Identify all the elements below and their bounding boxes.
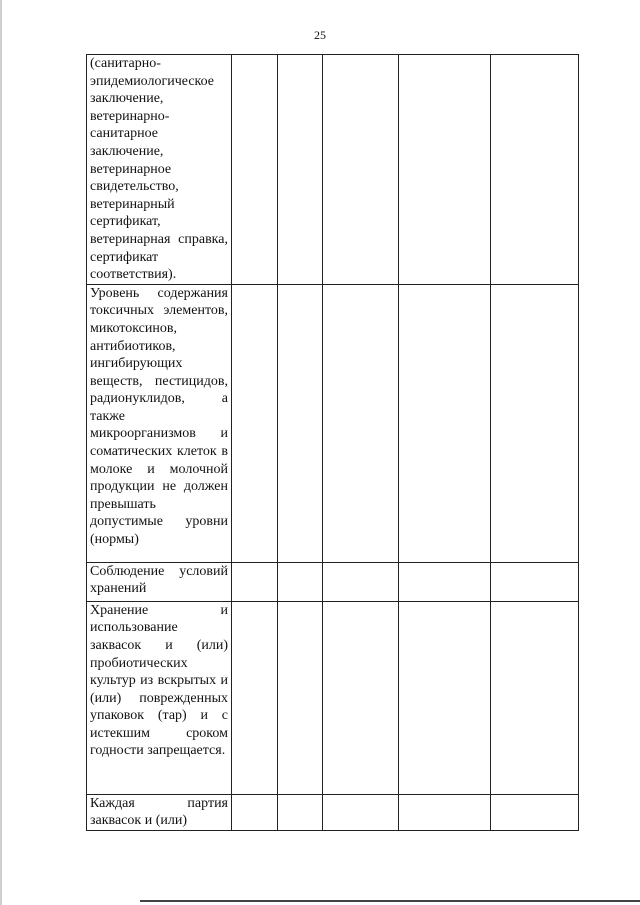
empty-cell [232,284,278,562]
table-row [87,55,579,285]
empty-cell [232,55,278,285]
empty-cell [278,55,323,285]
scan-edge-left [0,0,2,905]
requirement-cell [87,601,232,794]
requirement-text: Каждая партия заквасок и (или) [90,795,228,829]
empty-cell [491,794,579,830]
empty-cell [323,601,399,794]
table-row [87,794,579,830]
page-number: 25 [314,28,326,42]
empty-cell [399,794,491,830]
empty-cell [399,562,491,601]
scan-edge-bottom [140,900,640,902]
requirement-text: Хранение и использование заквасок и (или) пробиотических культур из вскрытых и (или) поврежденных упаковок (тар) и с истекшим сроком годности запрещается. [90,602,228,759]
empty-cell [399,601,491,794]
table-row [87,562,579,601]
empty-cell [399,284,491,562]
empty-cell [232,601,278,794]
empty-cell [278,284,323,562]
requirement-text: Соблюдение условий хранений [90,563,228,597]
empty-cell [278,562,323,601]
requirement-text: (санитарно-эпидемиологическое заключение, ветеринарно-санитарное заключение, ветеринарное свидетельство, ветеринарный сертификат, ветеринарная справка, сертификат соответствия). [90,56,228,283]
empty-cell [491,55,579,285]
empty-cell [323,55,399,285]
empty-cell [491,284,579,562]
table-row [87,284,579,562]
empty-cell [323,284,399,562]
requirement-cell [87,55,232,285]
empty-cell [399,55,491,285]
requirement-cell [87,284,232,562]
empty-cell [278,794,323,830]
requirement-cell [87,794,232,830]
empty-cell [278,601,323,794]
empty-cell [491,562,579,601]
requirements-table [86,54,579,831]
requirement-cell [87,562,232,601]
empty-cell [232,794,278,830]
requirement-text: Уровень содержания токсичных элементов, микотоксинов, антибиотиков, ингибирующих веществ, пестицидов, радионуклидов, а также микроорганизмов и соматических клеток в молоке и молочной продукции не должен превышать допустимые уровни (нормы) [90,285,228,548]
table-row [87,601,579,794]
empty-cell [232,562,278,601]
empty-cell [491,601,579,794]
empty-cell [323,562,399,601]
empty-cell [323,794,399,830]
